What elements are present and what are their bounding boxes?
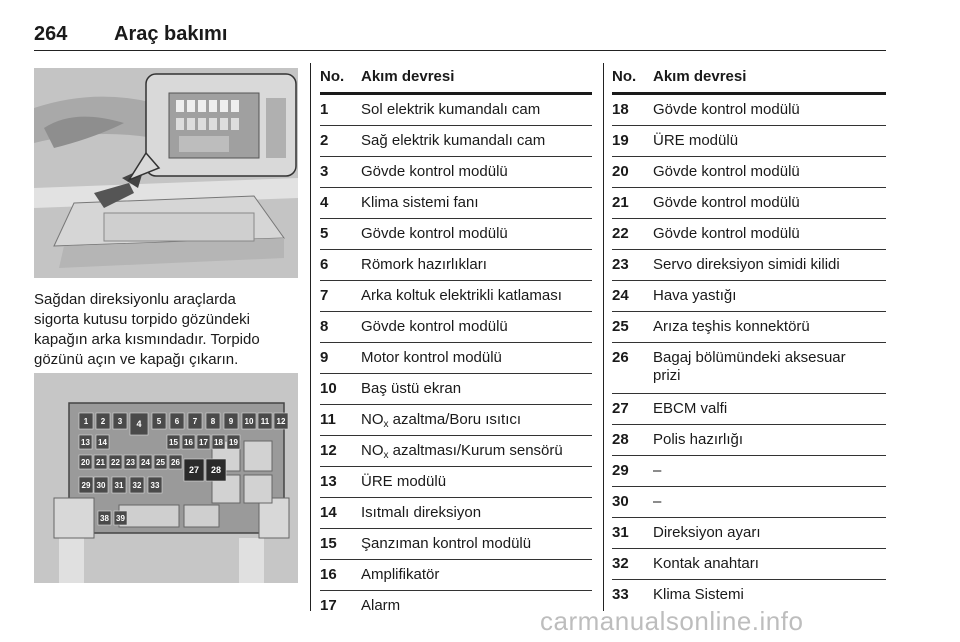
table-row	[612, 487, 886, 518]
fuse-circuit: Şanzıman kontrol modülü	[361, 535, 532, 552]
table-row	[320, 219, 592, 250]
fuse-label: 8	[210, 417, 216, 426]
fuse-circuit: Isıtmalı direksiyon	[361, 504, 482, 521]
fuse-number: 13	[320, 473, 337, 490]
fuse-number: 6	[320, 256, 329, 273]
fuse-circuit: Amplifikatör	[361, 566, 440, 583]
fuse-box-drawing	[34, 373, 298, 583]
fuse-label: 15	[169, 438, 178, 447]
fuse-label: 16	[184, 438, 193, 447]
fuse-number: 17	[320, 597, 337, 614]
fuse-circuit: $NO_x$ azaltma/Boru ısıtıcı	[361, 411, 522, 430]
fuse-number: 1	[320, 101, 329, 118]
fuse-number: 12	[320, 442, 337, 459]
fuse-label: 38	[100, 514, 109, 523]
fuse-label: 20	[81, 458, 90, 467]
fuse-circuit: Alarm	[361, 597, 401, 614]
fuse-number: 7	[320, 287, 329, 304]
table-row	[320, 250, 592, 281]
table-row	[320, 95, 592, 126]
fuse-number: 27	[612, 400, 629, 417]
fuse-circuit: $NO_x$ azaltması/Kurum sensörü	[361, 442, 563, 461]
fuse-number: 23	[612, 256, 629, 273]
table-row	[612, 219, 886, 250]
fuse-circuit: Gövde kontrol modülü	[361, 163, 508, 180]
fuse-number: 25	[612, 318, 629, 335]
fuse-circuit: Kontak anahtarı	[653, 555, 759, 572]
header-no: No.	[320, 68, 345, 85]
chapter-title: Araç bakımı	[114, 23, 228, 45]
fuse-number: 32	[612, 555, 629, 572]
fuse-circuit: Arıza teşhis konnektörü	[653, 318, 810, 335]
table-row	[320, 374, 592, 405]
fuse-number: 33	[612, 586, 629, 603]
fuse-number: 10	[320, 380, 337, 397]
fuse-table-left	[320, 66, 592, 621]
fuse-circuit: Römork hazırlıkları	[361, 256, 487, 273]
header-circuit: Akım devresi	[361, 68, 455, 85]
fuse-label: 1	[83, 417, 89, 426]
fuse-circuit: ÜRE modülü	[653, 132, 739, 149]
fuse-number: 30	[612, 493, 629, 510]
column-divider	[603, 63, 604, 611]
fuse-label: 14	[98, 438, 107, 447]
fuse-number: 28	[612, 431, 629, 448]
table-row	[320, 467, 592, 498]
fuse-label: 39	[116, 514, 125, 523]
table-row	[612, 518, 886, 549]
fuse-location-caption	[34, 290, 304, 370]
fuse-number: 5	[320, 225, 329, 242]
table-header	[320, 66, 592, 95]
fuse-label: 10	[244, 417, 254, 426]
table-row	[320, 343, 592, 374]
fuse-label: 29	[81, 481, 91, 490]
fuse-circuit: Gövde kontrol modülü	[361, 318, 508, 335]
fuse-label: 7	[192, 417, 198, 426]
fuse-number: 29	[612, 462, 629, 479]
column-divider	[310, 63, 311, 611]
fuse-number: 14	[320, 504, 337, 521]
fuse-circuit: Servo direksiyon simidi kilidi	[653, 256, 840, 273]
fuse-circuit: Motor kontrol modülü	[361, 349, 502, 366]
fuse-number: 26	[612, 349, 629, 366]
fuse-label: 3	[117, 417, 123, 426]
fuse-number: 20	[612, 163, 629, 180]
table-row	[612, 549, 886, 580]
fuse-label: 12	[276, 417, 286, 426]
fuse-circuit: EBCM valfi	[653, 400, 728, 417]
header-no: No.	[612, 68, 637, 85]
fuse-label: 18	[214, 438, 223, 447]
table-row	[612, 250, 886, 281]
table-row	[612, 343, 886, 394]
fuse-circuit: ÜRE modülü	[361, 473, 447, 490]
table-row	[612, 126, 886, 157]
fuse-label: 21	[96, 458, 105, 467]
table-row	[320, 560, 592, 591]
table-row	[612, 425, 886, 456]
fuse-label: 26	[171, 458, 180, 467]
fuse-label: 32	[132, 481, 142, 490]
table-row	[612, 456, 886, 487]
fuse-label: 13	[81, 438, 90, 447]
fuse-circuit: Direksiyon ayarı	[653, 524, 761, 541]
table-row	[320, 405, 592, 436]
caption-line: Sağdan direksiyonlu araçlarda	[34, 291, 236, 308]
fuse-number: 4	[320, 194, 329, 211]
fuse-label: 6	[174, 417, 180, 426]
fuse-number: 3	[320, 163, 329, 180]
fuse-label: 23	[126, 458, 135, 467]
table-row	[320, 157, 592, 188]
table-header	[612, 66, 886, 95]
fuse-number: 31	[612, 524, 629, 541]
fuse-label: 17	[199, 438, 208, 447]
fuse-circuit: –	[653, 493, 662, 510]
fuse-circuit: Gövde kontrol modülü	[653, 163, 800, 180]
fuse-circuit: Bagaj bölümündeki aksesuar prizi	[653, 349, 846, 384]
table-row	[320, 312, 592, 343]
caption-line: sigorta kutusu torpido gözündeki	[34, 311, 250, 328]
fuse-label: 22	[111, 458, 120, 467]
fuse-block-detail	[169, 93, 286, 158]
fuse-number: 2	[320, 132, 329, 149]
table-row	[612, 188, 886, 219]
fuse-circuit: Klima Sistemi	[653, 586, 744, 603]
page-number: 264	[34, 23, 68, 45]
fuse-number: 19	[612, 132, 629, 149]
fuse-label: 28	[210, 465, 222, 475]
caption-line: gözünü açın ve kapağı çıkarın.	[34, 351, 239, 368]
fuse-circuit: Hava yastığı	[653, 287, 737, 304]
fuse-box-diagram	[34, 373, 298, 583]
fuse-circuit: Baş üstü ekran	[361, 380, 462, 397]
fuse-number: 15	[320, 535, 337, 552]
fuse-table-right	[612, 66, 886, 610]
fuse-label: 11	[260, 417, 270, 426]
table-row	[320, 529, 592, 560]
table-row	[612, 394, 886, 425]
fuse-circuit: Gövde kontrol modülü	[653, 225, 800, 242]
fuse-number: 16	[320, 566, 337, 583]
fuse-circuit: Sağ elektrik kumandalı cam	[361, 132, 546, 149]
fuse-label: 2	[100, 417, 106, 426]
table-row	[320, 436, 592, 467]
fuse-circuit: Arka koltuk elektrikli katlaması	[361, 287, 562, 304]
fuse-circuit: Polis hazırlığı	[653, 431, 744, 448]
fuse-number: 21	[612, 194, 629, 211]
fuse-label: 31	[114, 481, 124, 490]
fuse-circuit: –	[653, 462, 662, 479]
fuse-circuit: Gövde kontrol modülü	[653, 101, 800, 118]
glovebox-illustration	[34, 68, 298, 278]
fuse-label: 4	[136, 419, 142, 429]
table-row	[612, 157, 886, 188]
fuse-label: 19	[229, 438, 238, 447]
fuse-circuit: Klima sistemi fanı	[361, 194, 479, 211]
table-row	[320, 498, 592, 529]
table-row	[320, 126, 592, 157]
fuse-number: 9	[320, 349, 329, 366]
fuse-circuit: Gövde kontrol modülü	[653, 194, 800, 211]
table-row	[320, 188, 592, 219]
fuse-label: 27	[188, 465, 200, 475]
watermark: carmanualsonline.info	[540, 606, 804, 636]
fuse-label: 24	[141, 458, 150, 467]
fuse-label: 25	[156, 458, 165, 467]
fuse-number: 11	[320, 411, 336, 428]
table-row	[320, 281, 592, 312]
fuse-number: 24	[612, 287, 629, 304]
fuse-label: 5	[156, 417, 162, 426]
header-circuit: Akım devresi	[653, 68, 747, 85]
fuse-number: 18	[612, 101, 629, 118]
fuse-number: 22	[612, 225, 629, 242]
table-row	[612, 95, 886, 126]
page-header	[34, 20, 886, 51]
table-row	[612, 312, 886, 343]
fuse-label: 9	[228, 417, 234, 426]
table-row	[612, 281, 886, 312]
fuse-number: 8	[320, 318, 329, 335]
fuse-circuit: Sol elektrik kumandalı cam	[361, 101, 541, 118]
fuse-label: 30	[96, 481, 106, 490]
fuse-label: 33	[150, 481, 160, 490]
fuse-circuit: Gövde kontrol modülü	[361, 225, 508, 242]
glovebox-drawing	[34, 68, 298, 278]
caption-line: kapağın arka kısmındadır. Torpido	[34, 331, 260, 348]
